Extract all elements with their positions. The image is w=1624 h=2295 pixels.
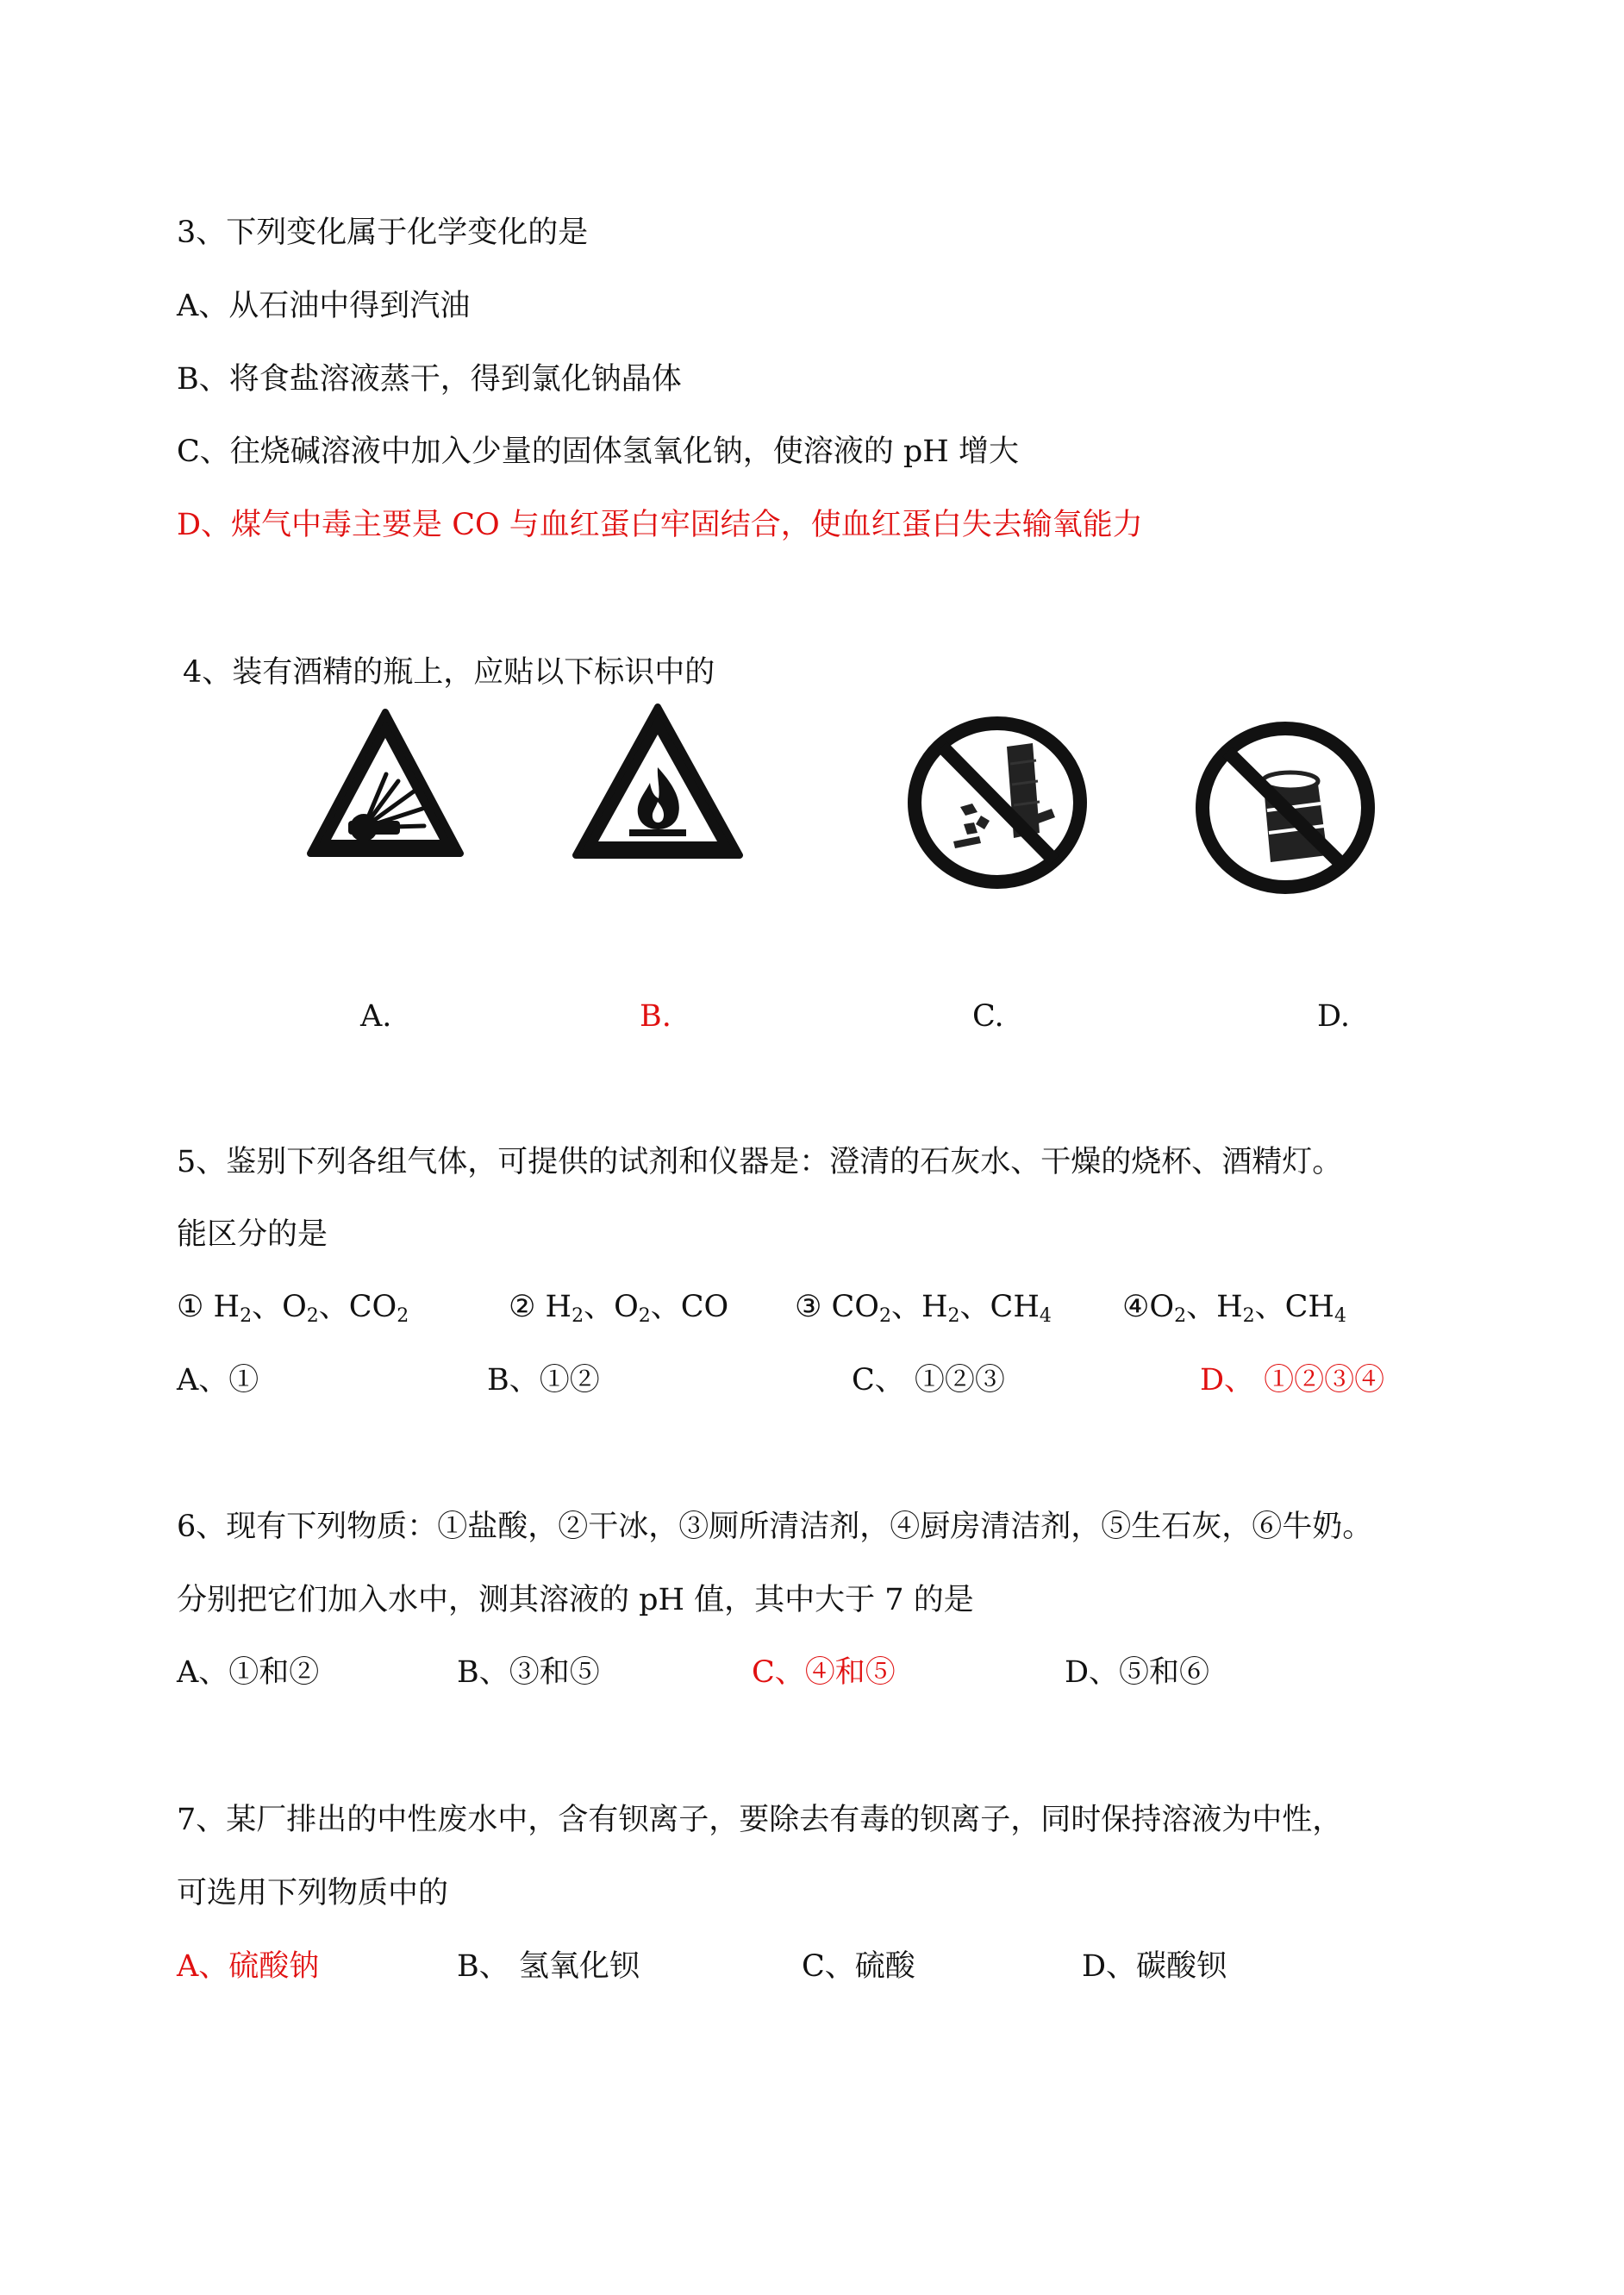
q6-option-c-answer: C、④和⑤ [752,1655,896,1690]
q5-stem-line2: 能区分的是 [177,1217,328,1252]
q5-group-3: ③ $CO_2$、$H_2$、$CH_4$ [795,1290,1052,1327]
q7-option-a-answer: A、硫酸钠 [177,1949,320,1984]
no-fireworks-sign-icon [903,712,1091,893]
no-storage-barrel-sign-icon [1191,717,1379,898]
q5-group-4: $④O_2$、$H_2$、$CH_4$ [1122,1290,1346,1327]
q7-stem-line1: 7、某厂排出的中性废水中，含有钡离子，要除去有毒的钡离子，同时保持溶液为中性， [177,1803,1343,1837]
explosive-warning-sign-icon [303,705,467,869]
flammable-warning-sign-icon [567,700,748,872]
q6-stem-line2: 分别把它们加入水中，测其溶液的 pH 值，其中大于 7 的是 [177,1583,974,1617]
q6-option-d: D、⑤和⑥ [1065,1655,1210,1690]
q7-stem-line2: 可选用下列物质中的 [177,1876,449,1910]
q3-option-d-answer: D、煤气中毒主要是 CO 与血红蛋白牢固结合，使血红蛋白失去输氧能力 [177,508,1143,542]
q3-stem: 3、下列变化属于化学变化的是 [177,216,589,250]
q5-stem-line1: 5、鉴别下列各组气体，可提供的试剂和仪器是：澄清的石灰水、干燥的烧杯、酒精灯。 [177,1145,1343,1179]
q3-option-b: B、将食盐溶液蒸干，得到氯化钠晶体 [177,362,682,397]
q4-stem: 4、装有酒精的瓶上，应贴以下标识中的 [183,655,715,690]
q3-option-a: A、从石油中得到汽油 [177,289,471,323]
q7-option-c: C、硫酸 [802,1949,915,1984]
q5-option-c: C、 ①②③ [852,1363,1005,1398]
q5-group-1: ① $H_2$、$O_2$、$CO_2$ [177,1290,409,1327]
q7-option-d: D、碳酸钡 [1082,1949,1227,1984]
q3-option-c: C、往烧碱溶液中加入少量的固体氢氧化钠，使溶液的 pH 增大 [177,435,1019,469]
q5-group-2: ② $H_2$、$O_2$、CO [509,1290,729,1327]
q4-option-a: A. [360,999,392,1034]
q4-option-d: D. [1317,999,1350,1034]
q5-option-a: A、① [177,1363,259,1398]
q4-option-b-answer: B. [640,999,671,1034]
q6-option-b: B、③和⑤ [457,1655,600,1690]
q4-option-c: C. [972,999,1004,1034]
q6-option-a: A、①和② [177,1655,320,1690]
q7-option-b: B、 氢氧化钡 [457,1949,640,1984]
q5-option-d-answer: D、 ①②③④ [1200,1363,1385,1398]
q5-option-b: B、①② [487,1363,600,1398]
q6-stem-line1: 6、现有下列物质：①盐酸，②干冰，③厕所清洁剂，④厨房清洁剂，⑤生石灰，⑥牛奶。 [177,1510,1373,1544]
